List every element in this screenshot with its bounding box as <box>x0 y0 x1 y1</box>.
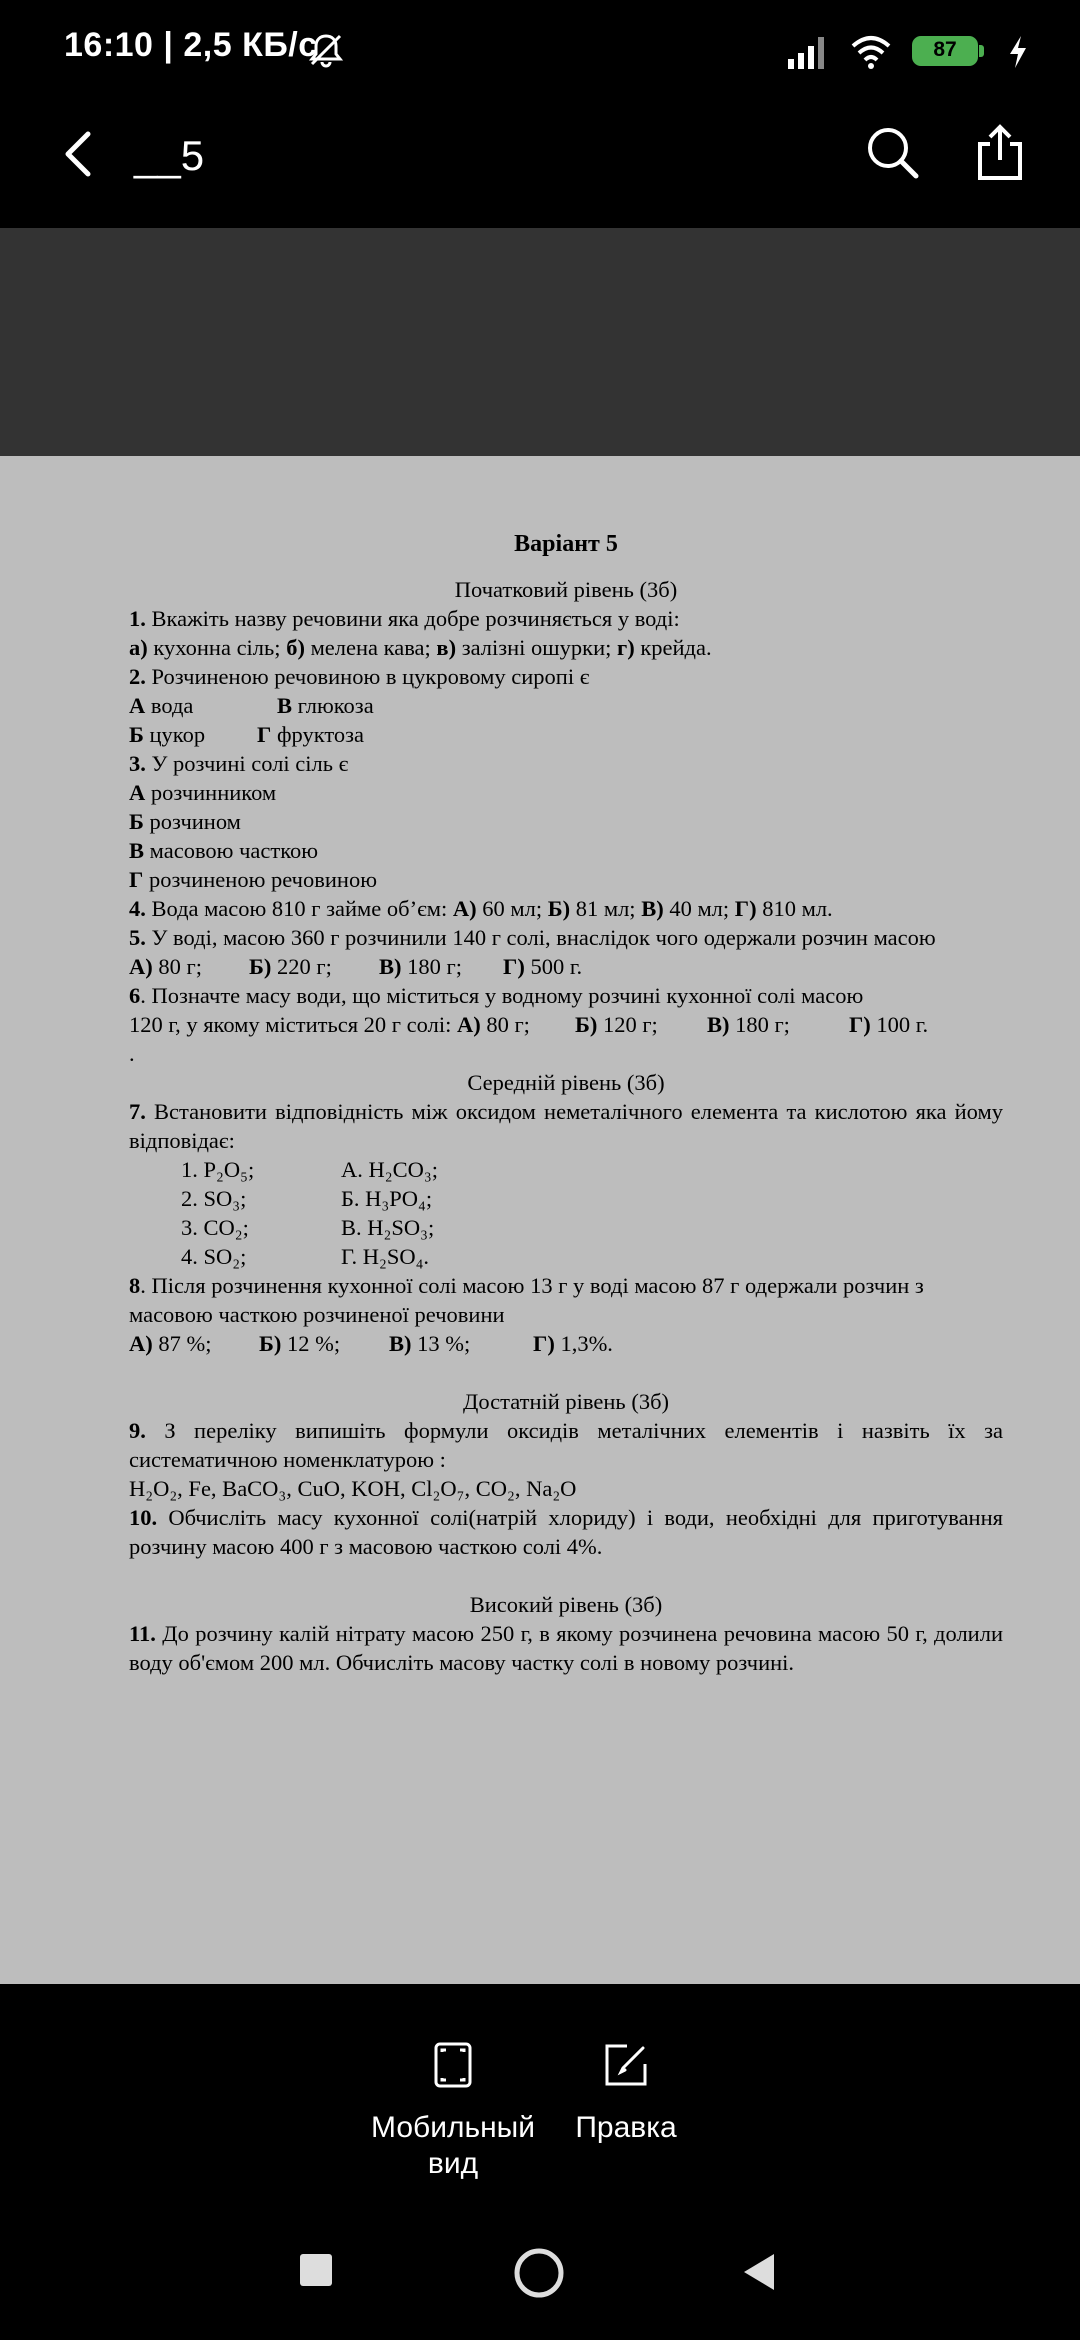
question-9-formulas: H₂O₂, Fe, BaCO₃, CuO, KOH, Cl₂O₇, CO₂, Na₂O <box>129 1476 577 1501</box>
variant-title: Варіант 5 <box>514 531 618 557</box>
share-icon <box>980 127 1020 178</box>
charging-icon <box>1006 34 1030 70</box>
question-10: 10. Обчисліть масу кухонної солі(натрій хлориду) і води, необхідні для приготування розчину масою 400 г з масовою часткою солі 4%. <box>129 1505 1003 1559</box>
question-11: 11. До розчину калій нітрату масою 250 г, в якому розчинена речовина масою 50 г, долили воду об'ємом 200 мл. Обчисліть масову частку солі в новому розчині. <box>129 1621 1003 1675</box>
question-7-matrix: 1. P₂O₅; А. H₂CO₃; 2. SO₃; Б. H₃PO₄; 3. CO₂; В. H₂SO₃; 4. SO₂; Г. H₂SO₄. <box>181 1157 438 1269</box>
app-header <box>0 100 1080 228</box>
search-button[interactable] <box>862 122 922 182</box>
mobile-view-icon <box>428 2040 478 2090</box>
mobile-view-label-2: вид <box>427 2147 479 2180</box>
document-title: __5 <box>134 132 205 179</box>
bottom-toolbar <box>0 1984 1080 2210</box>
stray-dot: . <box>129 1041 135 1066</box>
signal-icon <box>786 35 830 69</box>
edit-label: Правка <box>575 2111 677 2144</box>
back-button[interactable] <box>50 124 110 184</box>
mobile-view-button[interactable] <box>368 2040 538 2182</box>
battery-level: 87 <box>933 38 957 61</box>
triangle-back-icon <box>744 2254 774 2290</box>
square-icon <box>300 2254 332 2286</box>
question-4: 4. Вода масою 810 г займе об’єм: А) 60 мл; Б) 81 мл; В) 40 мл; Г) 810 мл. <box>129 896 833 921</box>
circle-icon <box>517 2251 561 2295</box>
home-button[interactable] <box>513 2247 565 2299</box>
question-7: 7. Встановити відповідність між оксидом неметалічного елемента та кислотою яка йому відповідає: <box>129 1099 1003 1153</box>
wifi-icon <box>850 34 892 70</box>
system-nav-bar <box>0 2210 1080 2340</box>
viewer-background <box>0 228 1080 456</box>
question-6-answers: 120 г, у якому міститься 20 г солі: А) 80 г; Б) 120 г; В) 180 г; Г) 100 г. <box>129 1012 929 1037</box>
answer-option: А розчинником <box>129 780 277 805</box>
edit-button[interactable] <box>570 2040 682 2146</box>
search-icon <box>870 130 916 176</box>
question-6: 6. Позначте масу води, що міститься у водному розчині кухонної солі масою <box>129 983 864 1008</box>
section-heading: Середній рівень (3б) <box>467 1070 665 1095</box>
recents-button[interactable] <box>298 2252 334 2288</box>
battery-icon <box>912 36 986 68</box>
mobile-view-label-1: Мобильный <box>371 2111 535 2144</box>
question-1: 1. Вкажіть назву речовини яка добре розчиняється у воді: <box>129 606 680 631</box>
question-2-answers-row1: А вода В глюкоза <box>129 693 374 718</box>
answer-option: Г розчиненою речовиною <box>129 867 378 892</box>
section-heading: Достатній рівень (3б) <box>462 1389 670 1414</box>
question-2-answers-row2: Б цукор Г фруктоза <box>129 722 365 747</box>
status-bar <box>0 0 1080 100</box>
question-1-answers: а) кухонна сіль; б) мелена кава; в) залізні ошурки; г) крейда. <box>129 635 712 660</box>
bell-muted-icon <box>306 30 346 70</box>
document-page[interactable] <box>0 456 1080 1984</box>
back-nav-button[interactable] <box>742 2252 776 2292</box>
section-heading: Високий рівень (3б) <box>469 1592 663 1617</box>
section-heading: Початковий рівень (3б) <box>454 577 678 602</box>
question-8: 8. Після розчинення кухонної солі масою 13 г у воді масою 87 г одержали розчин з масовою часткою розчиненої речовини <box>129 1273 924 1327</box>
question-9: 9. З переліку випишіть формули оксидів металічних елементів і назвіть їх за систематичною номенклатурою : <box>129 1418 1003 1472</box>
answer-option: В масовою часткою <box>129 838 319 863</box>
question-5: 5. У воді, масою 360 г розчинили 140 г солі, внаслідок чого одержали розчин масою <box>129 925 936 950</box>
edit-icon <box>601 2040 651 2090</box>
question-8-answers: А) 87 %; Б) 12 %; В) 13 %; Г) 1,3%. <box>129 1331 613 1356</box>
back-arrow-icon <box>68 134 88 174</box>
question-2: 2. Розчиненою речовиною в цукровому сиропі є <box>129 664 590 689</box>
question-3: 3. У розчині солі сіль є <box>129 751 349 776</box>
answer-option: Б розчином <box>129 809 241 834</box>
status-icons <box>786 30 1030 74</box>
share-button[interactable] <box>970 122 1030 182</box>
status-time: 16:10 | 2,5 КБ/с <box>64 26 318 64</box>
question-5-answers: А) 80 г; Б) 220 г; В) 180 г; Г) 500 г. <box>129 954 583 979</box>
document-content <box>129 530 1003 1677</box>
